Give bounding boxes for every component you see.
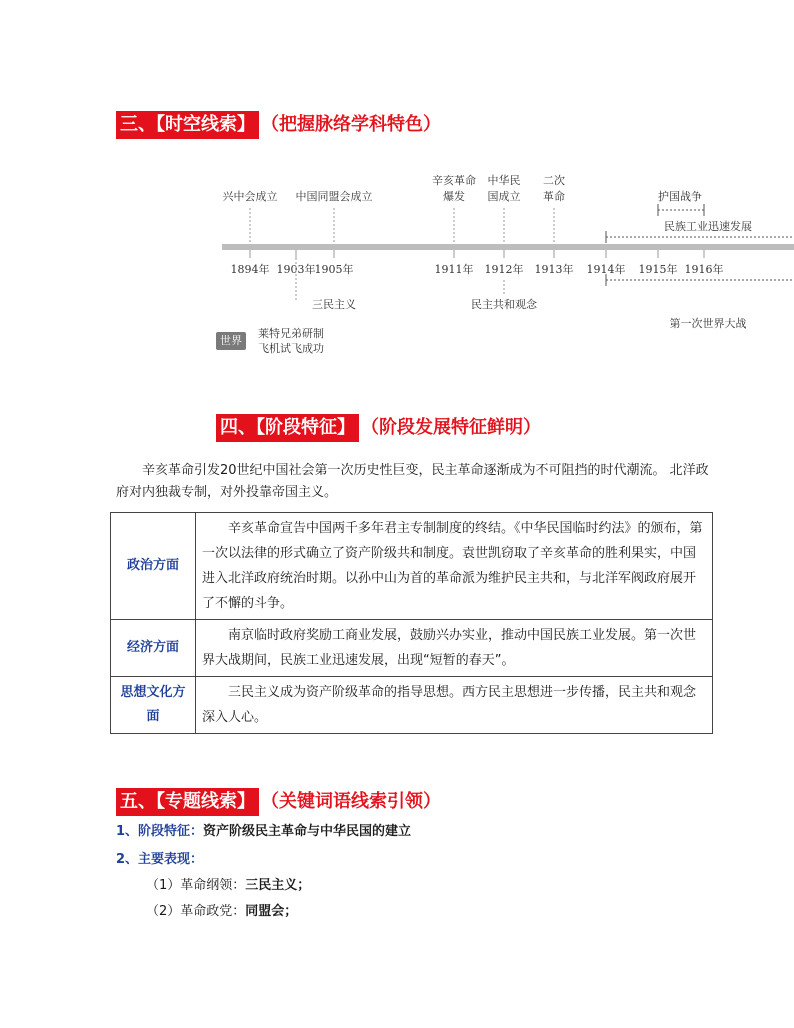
section-5-label: 五、【专题线索】 bbox=[116, 788, 259, 816]
section-4-subtitle: （阶段发展特征鲜明） bbox=[361, 417, 541, 438]
section-3-subtitle: （把握脉络学科特色） bbox=[261, 114, 441, 135]
event-second-rev-line1: 二次 bbox=[543, 174, 565, 187]
table-row bbox=[111, 620, 713, 677]
event-industry: 民族工业迅速发展 bbox=[664, 220, 752, 233]
year-label: 1894年 bbox=[230, 263, 270, 276]
table-row bbox=[111, 513, 713, 620]
year-label: 1912年 bbox=[484, 263, 524, 276]
section-4-heading bbox=[216, 414, 541, 442]
year-label: 1911年 bbox=[434, 263, 474, 276]
section-5-heading bbox=[116, 788, 441, 816]
sub1-label: （1）革命纲领： bbox=[146, 878, 246, 893]
world-event-line1: 莱特兄弟研制 bbox=[258, 327, 324, 340]
row-head-culture: 思想文化方面 bbox=[111, 677, 196, 734]
item1-label: 1、阶段特征： bbox=[116, 824, 204, 839]
row-head-politics: 政治方面 bbox=[111, 513, 196, 620]
row-body-politics: 辛亥革命宣告中国两千多年君主专制制度的终结。《中华民国临时约法》的颁布，第一次以法律的形式确立了资产阶级共和制度。袁世凯窃取了辛亥革命的胜利果实，中国进入北洋政府统治时期。以孙中山为首的革命派为维护民主共和，与北洋军阀政府展开了不懈的斗争。 bbox=[196, 513, 713, 620]
year-label: 1913年 bbox=[534, 263, 574, 276]
year-label: 1916年 bbox=[684, 263, 724, 276]
year-label: 1903年 bbox=[276, 263, 316, 276]
year-ticks bbox=[231, 250, 724, 276]
world-event-line2: 飞机试飞成功 bbox=[258, 342, 324, 355]
sub2-value: 同盟会； bbox=[245, 904, 298, 919]
event-xinhai-line2: 爆发 bbox=[443, 190, 465, 203]
year-label: 1905年 bbox=[314, 263, 354, 276]
world-badge: 世界 bbox=[216, 332, 246, 350]
section-4-label: 四、【阶段特征】 bbox=[216, 414, 359, 442]
item2-label: 2、主要表现： bbox=[116, 852, 204, 867]
event-xinhai-line1: 辛亥革命 bbox=[432, 174, 476, 187]
year-label: 1915年 bbox=[638, 263, 678, 276]
event-huguo-war: 护国战争 bbox=[658, 190, 702, 203]
section-3-label: 三、【时空线索】 bbox=[116, 111, 259, 139]
sub2-label: （2）革命政党： bbox=[146, 904, 246, 919]
section-5-subtitle: （关键词语线索引领） bbox=[261, 791, 441, 812]
event-xingzhonghui: 兴中会成立 bbox=[222, 190, 278, 203]
label-sanmin: 三民主义 bbox=[312, 298, 356, 311]
event-roc-line2: 国成立 bbox=[487, 190, 521, 203]
list-subitem-2 bbox=[146, 902, 297, 922]
sub1-value: 三民主义； bbox=[245, 878, 311, 893]
label-democracy: 民主共和观念 bbox=[471, 298, 537, 311]
item1-value: 资产阶级民主革命与中华民国的建立 bbox=[203, 824, 412, 839]
table-row bbox=[111, 677, 713, 734]
event-roc-line1: 中华民 bbox=[487, 174, 521, 187]
list-subitem-1 bbox=[146, 876, 310, 896]
row-body-economy: 南京临时政府奖励工商业发展，鼓励兴办实业，推动中国民族工业发展。第一次世界大战期间，民族工业迅速发展，出现“短暂的春天”。 bbox=[196, 620, 713, 677]
event-tongmenghui: 中国同盟会成立 bbox=[295, 190, 373, 203]
section-3-heading bbox=[116, 111, 441, 139]
feature-table bbox=[110, 512, 713, 734]
row-head-economy: 经济方面 bbox=[111, 620, 196, 677]
row-body-culture: 三民主义成为资产阶级革命的指导思想。西方民主思想进一步传播，民主共和观念深入人心。 bbox=[196, 677, 713, 734]
list-item-1 bbox=[116, 822, 411, 842]
year-label: 1914年 bbox=[586, 263, 626, 276]
intro-paragraph: 辛亥革命引发20世纪中国社会第一次历史性巨变，民主革命逐渐成为不可阻挡的时代潮流。 北洋政府对内独裁专制，对外投靠帝国主义。 bbox=[116, 463, 709, 500]
list-item-2 bbox=[116, 850, 203, 870]
event-ww1: 第一次世界大战 bbox=[669, 317, 747, 330]
world-event bbox=[258, 326, 324, 356]
event-second-rev-line2: 革命 bbox=[543, 190, 565, 203]
